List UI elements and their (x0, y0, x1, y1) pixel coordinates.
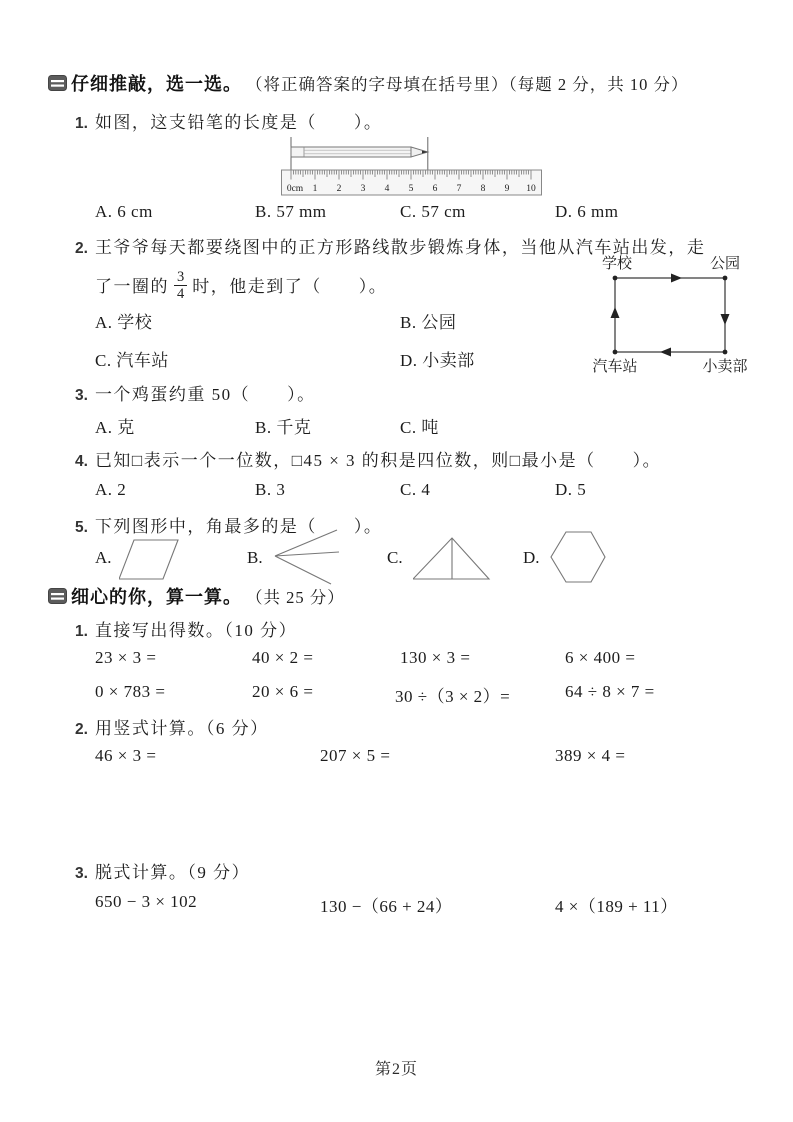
option-b-label: B. (247, 548, 263, 567)
option-a: A. 2 (95, 480, 127, 499)
ruler-label: 7 (456, 184, 462, 194)
question-4-number: 4. (75, 453, 88, 470)
option-c: C. 4 (400, 480, 431, 499)
expression: 207 × 5 = (320, 746, 391, 765)
ruler-label: 2 (336, 184, 342, 194)
notebook-icon (48, 588, 67, 604)
option-c-label: C. (387, 548, 403, 567)
calc-part1-heading (75, 616, 297, 641)
square-route-diagram (585, 254, 755, 378)
ruler-label: 6 (432, 184, 438, 194)
diagram-label-park: 公园 (709, 256, 741, 272)
option-b: B. 3 (255, 480, 286, 499)
hexagon-shape (549, 530, 607, 584)
expression: 6 × 400 = (565, 648, 636, 667)
ruler-label: 1 (312, 184, 318, 194)
pencil-illustration (291, 147, 428, 157)
question-4 (75, 446, 661, 471)
question-1-number: 1. (75, 115, 88, 132)
expression: 64 ÷ 8 × 7 = (565, 682, 655, 701)
question-2-line2-suffix: 时，他走到了（ ）。 (192, 276, 388, 296)
calc-part3-heading (75, 858, 250, 883)
option-d: D. 6 mm (555, 202, 619, 221)
section1-header (48, 70, 689, 96)
arrow-up-icon (611, 307, 620, 318)
expression: 30 ÷（3 × 2）= (395, 687, 511, 706)
calc-part2-label: 用竖式计算。（6 分） (94, 719, 269, 738)
ruler-zero-label: 0cm (286, 184, 304, 194)
ruler-label: 3 (360, 184, 366, 194)
expression: 46 × 3 = (95, 746, 157, 765)
option-b: B. 公园 (400, 313, 457, 332)
option-a: A. 6 cm (95, 202, 153, 221)
ruler-label: 8 (480, 184, 486, 194)
fraction-three-quarters (174, 270, 187, 302)
section2-title: 细心的你，算一算。 (71, 587, 242, 607)
option-a-label: A. (95, 548, 112, 567)
question-1-text: 如图，这支铅笔的长度是（ ）。 (94, 113, 383, 132)
calc-part2-heading (75, 714, 269, 739)
question-3-number: 3. (75, 387, 88, 404)
page-number: 第2页 (374, 1061, 418, 1078)
question-3-text: 一个鸡蛋约重 50（ ）。 (94, 385, 316, 404)
expression: 650 − 3 × 102 (95, 892, 198, 911)
expression: 130 −（66 + 24） (320, 897, 453, 916)
calc-part1-label: 直接写出得数。（10 分） (94, 621, 298, 640)
question-5-number: 5. (75, 519, 88, 536)
ruler-label: 4 (384, 184, 390, 194)
angle-rays-shape (273, 528, 341, 586)
question-3 (75, 380, 316, 405)
section2-subtitle: （共 25 分） (246, 588, 345, 607)
arrow-left-icon (660, 348, 671, 357)
section2-header (48, 583, 345, 609)
calc-part2-number: 2. (75, 721, 88, 738)
pencil-ruler-figure (281, 136, 543, 198)
triangle-with-height-shape (413, 536, 491, 582)
calc-part3-number: 3. (75, 865, 88, 882)
section1-title: 仔细推敲，选一选。 (71, 74, 242, 94)
question-5-text: 下列图形中，角最多的是（ ）。 (94, 517, 383, 536)
expression: 23 × 3 = (95, 648, 157, 667)
expression: 0 × 783 = (95, 682, 166, 701)
question-2-line2-prefix: 了一圈的 (95, 276, 169, 296)
option-c: C. 57 cm (400, 202, 466, 221)
option-b: B. 千克 (255, 418, 312, 437)
option-d: D. 5 (555, 480, 587, 499)
expression: 130 × 3 = (400, 648, 471, 667)
ruler-label: 10 (526, 184, 536, 194)
arrow-right-icon (671, 274, 682, 283)
option-d-label: D. (523, 548, 540, 567)
fraction-denominator: 4 (174, 285, 187, 302)
question-4-text: 已知□表示一个一位数，□45 × 3 的积是四位数，则□最小是（ ）。 (94, 451, 662, 470)
option-c: C. 吨 (400, 418, 439, 437)
question-2-number: 2. (75, 240, 88, 257)
ruler-label: 5 (408, 184, 414, 194)
parallelogram-shape (119, 538, 181, 582)
ruler-label: 9 (504, 184, 510, 194)
notebook-icon (48, 75, 67, 91)
option-a: A. 克 (95, 418, 135, 437)
question-5-options (95, 528, 755, 586)
diagram-label-shop: 小卖部 (702, 359, 748, 375)
question-2-text-line2 (95, 268, 388, 303)
diagram-label-bus-station: 汽车站 (592, 359, 638, 375)
question-1 (75, 108, 382, 133)
section1-subtitle: （将正确答案的字母填在括号里）（每题 2 分，共 10 分） (246, 75, 689, 94)
calc-part1-number: 1. (75, 623, 88, 640)
expression: 20 × 6 = (252, 682, 314, 701)
expression: 4 ×（189 + 11） (555, 897, 678, 916)
option-b: B. 57 mm (255, 202, 327, 221)
expression: 389 × 4 = (555, 746, 626, 765)
option-c: C. 汽车站 (95, 351, 169, 370)
calc-part3-label: 脱式计算。（9 分） (94, 863, 251, 882)
expression: 40 × 2 = (252, 648, 314, 667)
option-d: D. 小卖部 (400, 351, 475, 370)
option-a: A. 学校 (95, 313, 153, 332)
arrow-down-icon (721, 314, 730, 325)
question-2-text-line1: 王爷爷每天都要绕图中的正方形路线散步锻炼身体，当他从汽车站出发，走 (94, 238, 706, 257)
diagram-label-school: 学校 (601, 256, 633, 272)
fraction-numerator: 3 (177, 269, 185, 285)
